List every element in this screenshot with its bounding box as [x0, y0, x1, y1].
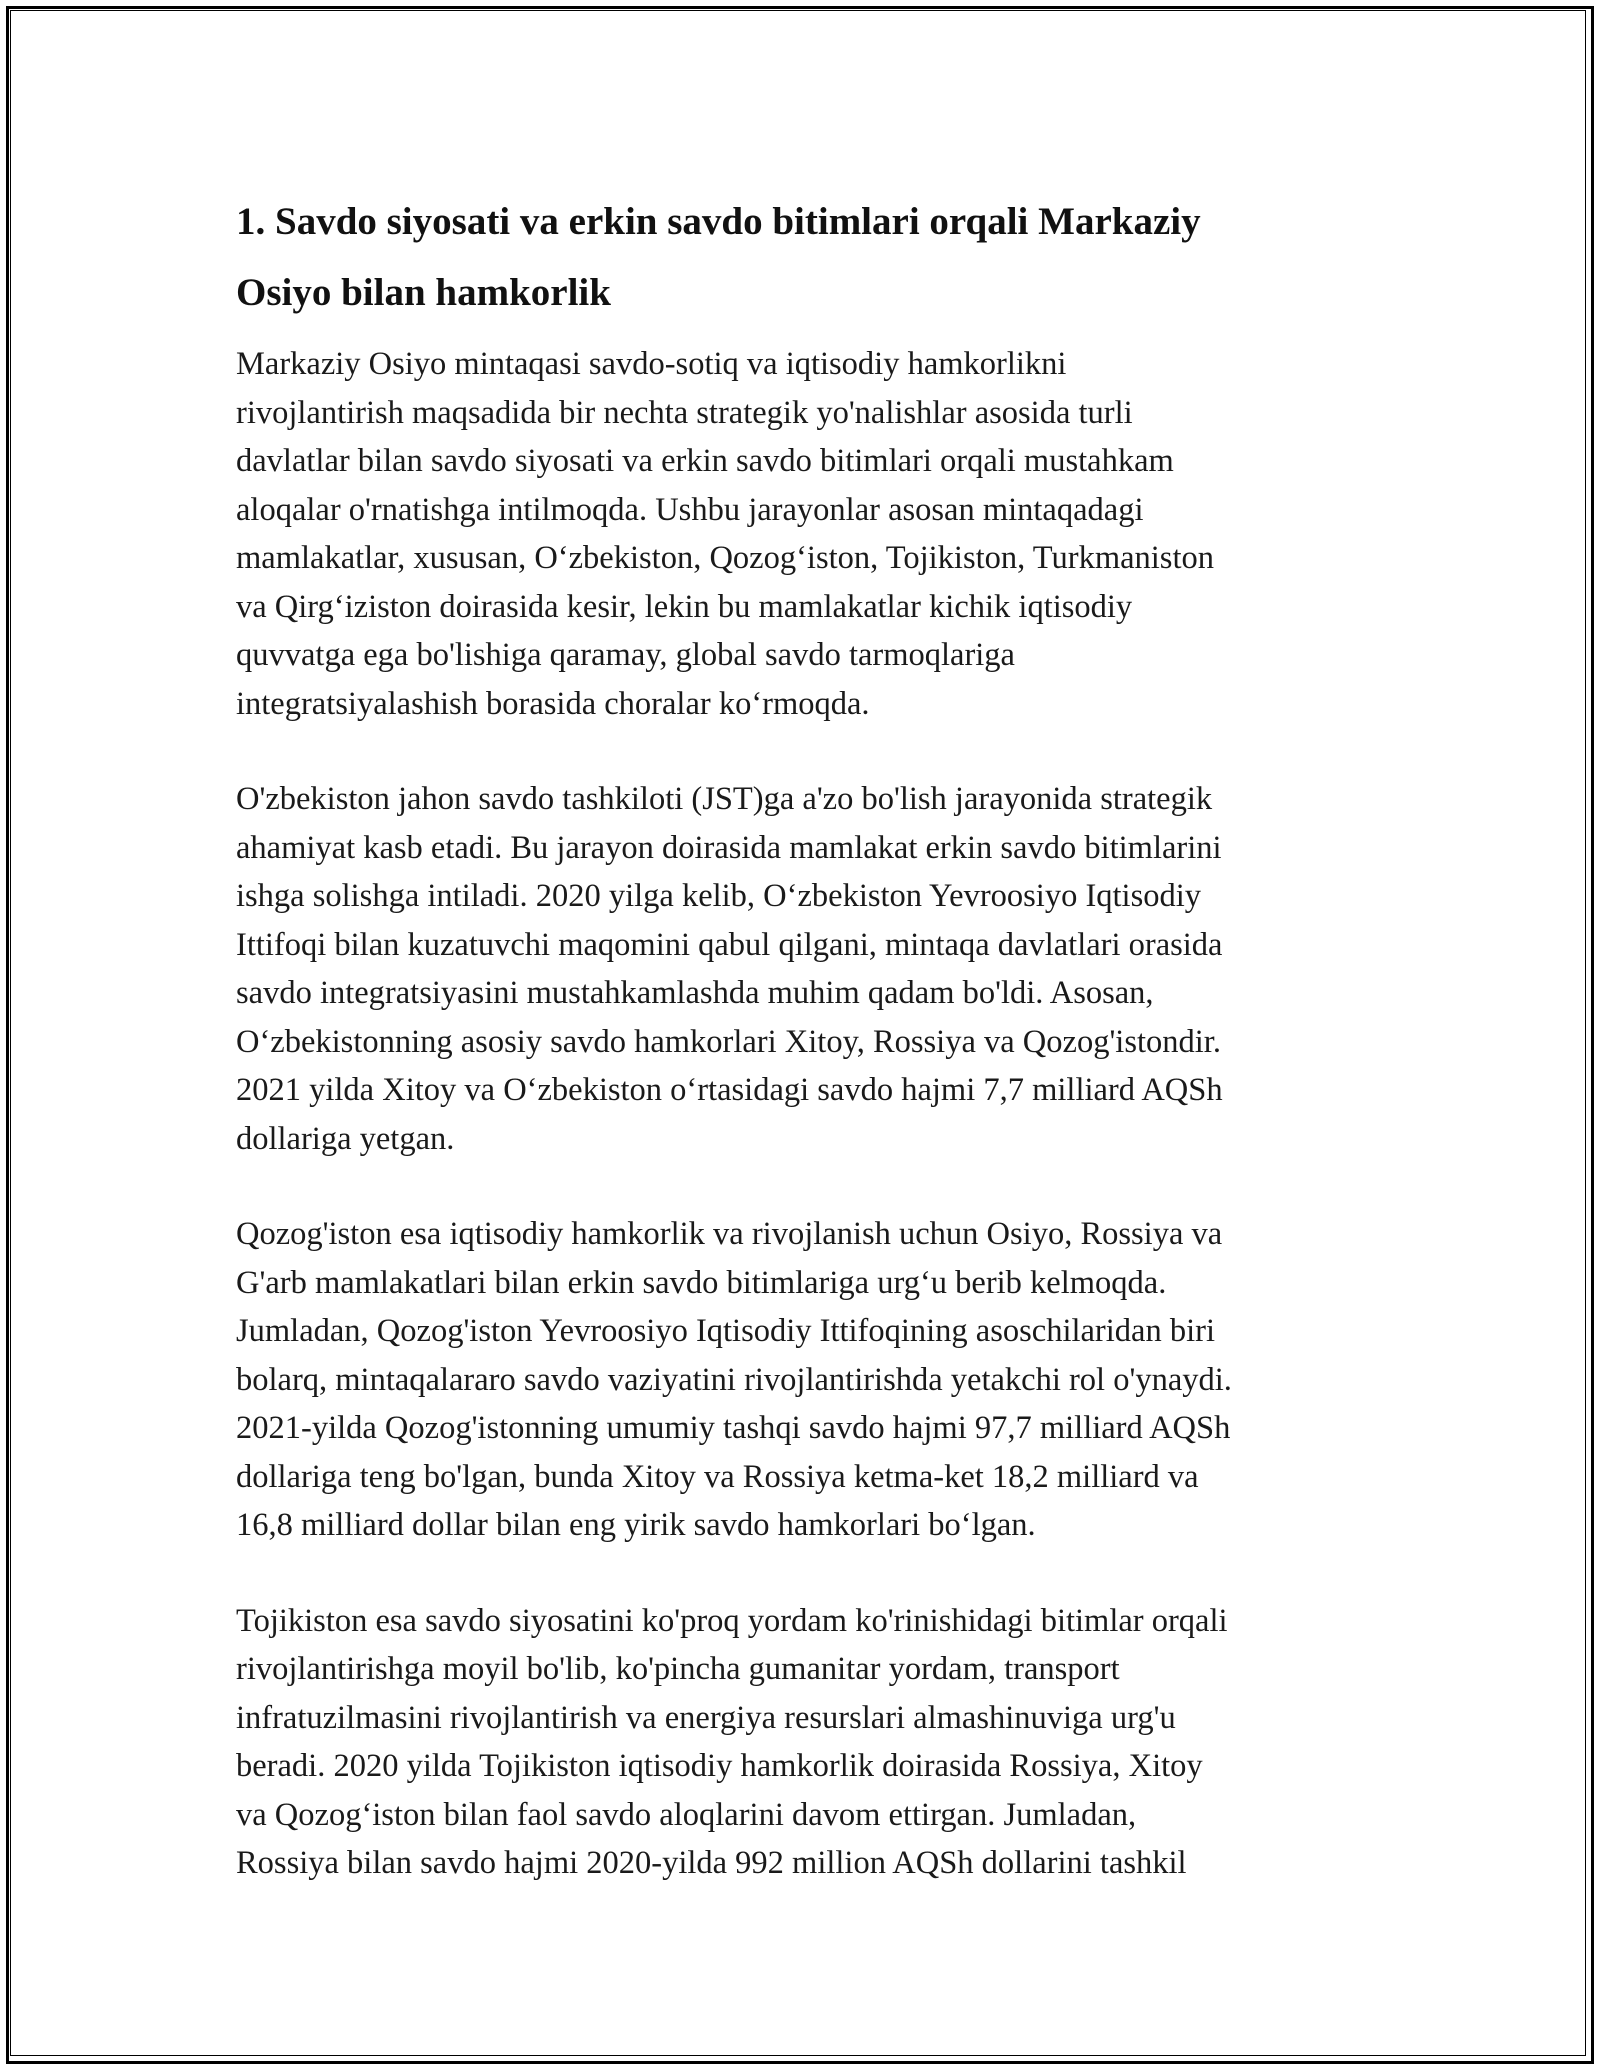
text-line: dollariga yetgan. — [236, 1120, 455, 1157]
text-line: G'arb mamlakatlari bilan erkin savdo bitimlariga urg‘u berib kelmoqda. — [236, 1264, 1167, 1301]
text-line: aloqalar o'rnatishga intilmoqda. Ushbu jarayonlar asosan mintaqadagi — [236, 491, 1144, 528]
paragraph-4 — [236, 1597, 1366, 1888]
text-line: Rossiya bilan savdo hajmi 2020-yilda 992 million AQSh dollarini tashkil — [236, 1845, 1187, 1881]
text-line: 2021-yilda Qozog'istonning umumiy tashqi savdo hajmi 97,7 milliard AQSh — [236, 1410, 1231, 1446]
text-line: beradi. 2020 yilda Tojikiston iqtisodiy hamkorlik doirasida Rossiya, Xitoy — [236, 1748, 1203, 1784]
text-line: infratuzilmasini rivojlantirish va energiya resurslari almashinuviga urg'u — [236, 1699, 1176, 1736]
text-line: Jumladan, Qozog'iston Yevroosiyo Iqtisodiy Ittifoqining asoschilaridan biri — [236, 1313, 1215, 1349]
text-line: 16,8 milliard dollar bilan eng yirik savdo hamkorlari bo‘lgan. — [236, 1507, 1036, 1543]
text-line: Ittifoqi bilan kuzatuvchi maqomini qabul qilgani, mintaqa davlatlari orasida — [236, 926, 1223, 963]
text-line: Markaziy Osiyo mintaqasi savdo-sotiq va iqtisodiy hamkorlikni — [236, 346, 1067, 382]
text-line: dollariga teng bo'lgan, bunda Xitoy va Rossiya ketma-ket 18,2 milliard va — [236, 1458, 1199, 1495]
text-line: ahamiyat kasb etadi. Bu jarayon doirasida mamlakat erkin savdo bitimlarini — [236, 829, 1222, 866]
text-line: O'zbekiston jahon savdo tashkiloti (JST)ga a'zo bo'lish jarayonida strategik — [236, 781, 1213, 817]
section-heading — [236, 186, 1366, 328]
text-line: Qozog'iston esa iqtisodiy hamkorlik va rivojlanish uchun Osiyo, Rossiya va — [236, 1216, 1223, 1252]
text-line: 2021 yilda Xitoy va O‘zbekiston o‘rtasidagi savdo hajmi 7,7 milliard AQSh — [236, 1072, 1223, 1108]
text-line: O‘zbekistonning asosiy savdo hamkorlari Xitoy, Rossiya va Qozog'istondir. — [236, 1023, 1221, 1060]
text-line: va Qozog‘iston bilan faol savdo aloqlarini davom ettirgan. Jumladan, — [236, 1796, 1137, 1833]
heading-line: 1. Savdo siyosati va erkin savdo bitimlari orqali Markaziy — [236, 200, 1201, 243]
text-line: integratsiyalashish borasida choralar ko‘rmoqda. — [236, 685, 870, 722]
text-line: bolarq, mintaqalararo savdo vaziyatini rivojlantirishda yetakchi rol o'ynaydi. — [236, 1361, 1232, 1398]
text-line: va Qirg‘iziston doirasida kesir, lekin bu mamlakatlar kichik iqtisodiy — [236, 588, 1133, 625]
paragraph-1 — [236, 340, 1366, 728]
text-line: Tojikiston esa savdo siyosatini ko'proq yordam ko'rinishidagi bitimlar orqali — [236, 1602, 1228, 1639]
paragraph-3 — [236, 1210, 1366, 1550]
text-line: rivojlantirishga moyil bo'lib, ko'pincha gumanitar yordam, transport — [236, 1651, 1120, 1687]
text-line: ishga solishga intiladi. 2020 yilga kelib, O‘zbekiston Yevroosiyo Iqtisodiy — [236, 878, 1202, 914]
text-line: savdo integratsiyasini mustahkamlashda muhim qadam bo'ldi. Asosan, — [236, 975, 1154, 1011]
text-line: mamlakatlar, xususan, O‘zbekiston, Qozog‘iston, Tojikiston, Turkmaniston — [236, 540, 1214, 576]
text-line: rivojlantirish maqsadida bir nechta strategik yo'nalishlar asosida turli — [236, 394, 1133, 431]
paragraph-2 — [236, 775, 1366, 1163]
text-line: quvvatga ega bo'lishiga qaramay, global savdo tarmoqlariga — [236, 637, 1015, 673]
document-body — [236, 186, 1366, 1935]
heading-line: Osiyo bilan hamkorlik — [236, 271, 611, 314]
text-line: davlatlar bilan savdo siyosati va erkin savdo bitimlari orqali mustahkam — [236, 443, 1174, 479]
